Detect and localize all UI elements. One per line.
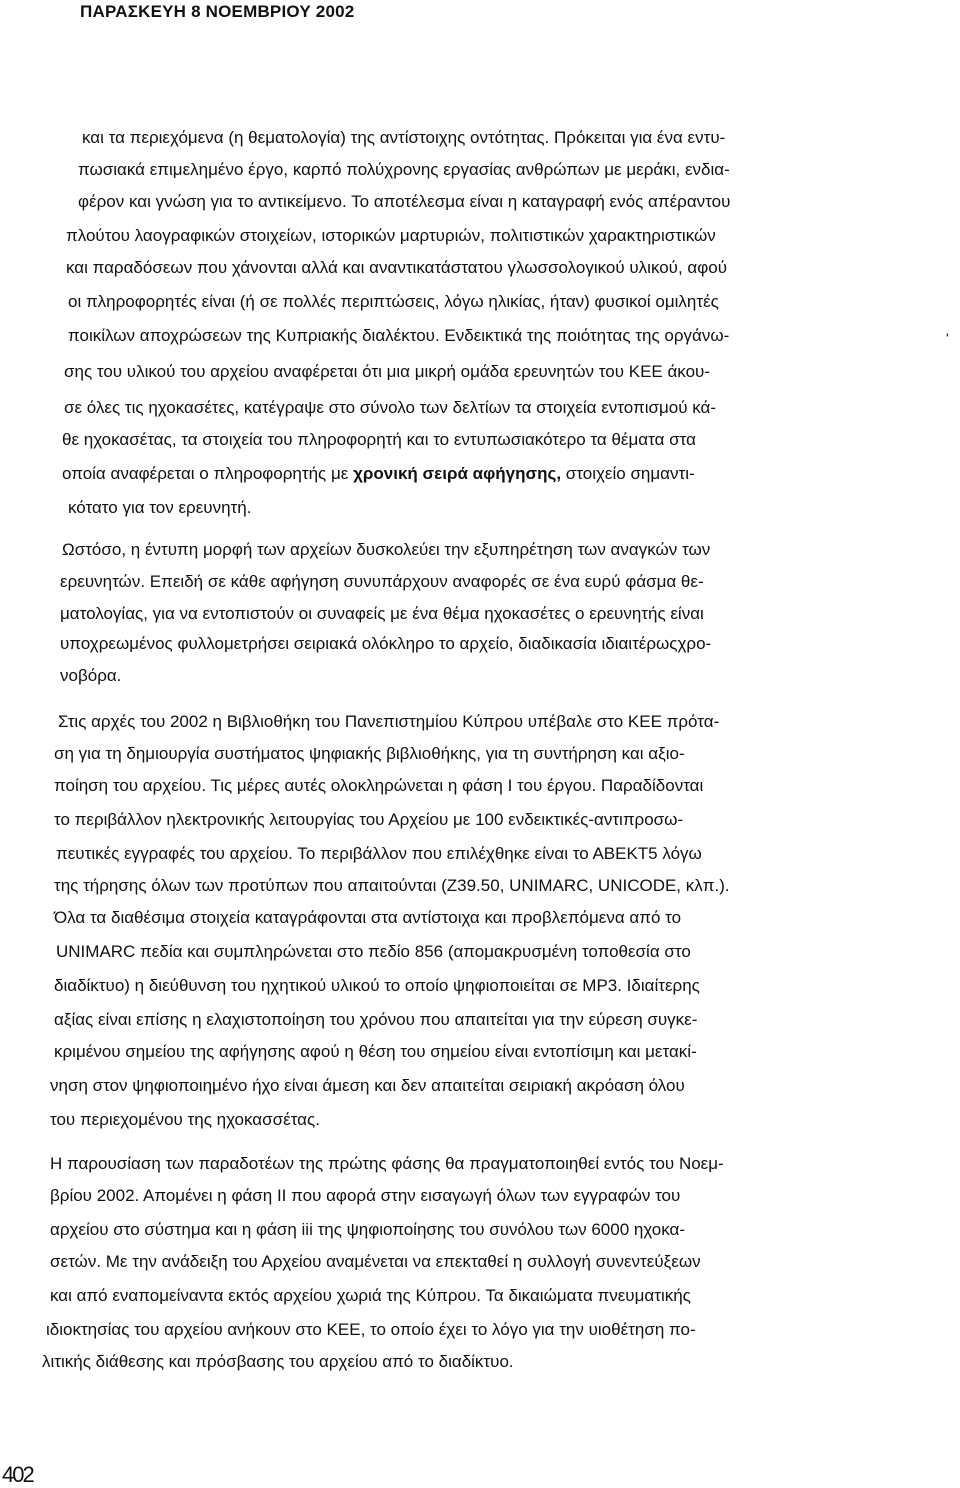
text-line: υποχρεωμένος φυλλομετρήσει σειριακά ολόκληρο το αρχείο, διαδικασία ιδιαιτέρωςχρο-	[60, 634, 712, 653]
text-line: αξίας είναι επίσης η ελαχιστοποίηση του χρόνου που απαιτείται για την εύρεση συγκε-	[54, 1010, 698, 1029]
text-line: και από εναπομείναντα εκτός αρχείου χωριά της Κύπρου. Τα δικαιώματα πνευματικής	[50, 1286, 691, 1305]
text-line: ση για τη δημιουργία συστήματος ψηφιακής βιβλιοθήκης, για τη συντήρηση και αξιο-	[54, 744, 685, 763]
text-line: ματολογίας, για να εντοπιστούν οι συναφείς με ένα θέμα ηχοκασέτες ο ερευνητής είναι	[60, 604, 704, 623]
text-line: αρχείου στο σύστημα και η φάση iii της ψηφιοποίησης του συνόλου των 6000 ηχοκα-	[50, 1220, 686, 1239]
text-line: πλούτου λαογραφικών στοιχείων, ιστορικών μαρτυριών, πολιτιστικών χαρακτηριστικών	[66, 226, 716, 245]
text-line: κριμένου σημείου της αφήγησης αφού η θέση του σημείου είναι εντοπίσιμη και μετακί-	[54, 1042, 697, 1061]
page-number: 402	[2, 1462, 33, 1487]
text-line: σε όλες τις ηχοκασέτες, κατέγραψε στο σύνολο των δελτίων τα στοιχεία εντοπισμού κά-	[64, 398, 717, 417]
text-line: πωσιακά επιμελημένο έργο, καρπό πολύχρονης εργασίας ανθρώπων με μεράκι, ενδια-	[78, 160, 730, 179]
text-line: βρίου 2002. Απομένει η φάση ΙΙ που αφορά στην εισαγωγή όλων των εγγραφών του	[50, 1186, 681, 1205]
text-line: διαδίκτυο) η διεύθυνση του ηχητικού υλικού το οποίο ψηφιοποιείται σε MP3. Ιδιαίτερης	[54, 976, 700, 995]
text-line: λιτικής διάθεσης και πρόσβασης του αρχείου από το διαδίκτυο.	[42, 1352, 514, 1371]
text-line: πευτικές εγγραφές του αρχείου. Το περιβάλλον που επιλέχθηκε είναι το ΑΒΕΚΤ5 λόγω	[56, 844, 702, 863]
text-line: UNIMARC πεδία και συμπληρώνεται στο πεδίο 856 (απομακρυσμένη τοποθεσία στο	[56, 942, 691, 961]
text-line: κότατο για τον ερευνητή.	[68, 498, 252, 517]
bold-emphasis: χρονική σειρά αφήγησης,	[353, 464, 562, 483]
text-line: Στις αρχές του 2002 η Βιβλιοθήκη του Πανεπιστημίου Κύπρου υπέβαλε στο ΚΕΕ πρότα-	[58, 712, 720, 731]
margin-mark: '	[946, 330, 949, 346]
running-header: ΠΑΡΑΣΚΕΥΗ 8 ΝΟΕΜΒΡΙΟΥ 2002	[80, 2, 355, 21]
text-line: οι πληροφορητές είναι (ή σε πολλές περιπτώσεις, λόγω ηλικίας, ήταν) φυσικοί ομιλητές	[68, 292, 719, 311]
text-line: το περιβάλλον ηλεκτρονικής λειτουργίας του Αρχείου με 100 ενδεικτικές-αντιπροσω-	[54, 810, 684, 829]
text-line: του περιεχομένου της ηχοκασσέτας.	[50, 1110, 320, 1129]
text-line: Η παρουσίαση των παραδοτέων της πρώτης φάσης θα πραγματοποιηθεί εντός του Νοεμ-	[50, 1154, 724, 1173]
text-line: ερευνητών. Επειδή σε κάθε αφήγηση συνυπάρχουν αναφορές σε ένα ευρύ φάσμα θε-	[60, 572, 704, 591]
text-line: σετών. Με την ανάδειξη του Αρχείου αναμένεται να επεκταθεί η συλλογή συνεντεύξεων	[50, 1252, 701, 1271]
text-line: ιδιοκτησίας του αρχείου ανήκουν στο ΚΕΕ, το οποίο έχει το λόγο για την υιοθέτηση πο-	[46, 1320, 696, 1339]
text-line: Όλα τα διαθέσιμα στοιχεία καταγράφονται στα αντίστοιχα και προβλεπόμενα από το	[54, 908, 682, 927]
text-line-with-emphasis	[62, 462, 695, 486]
text-segment: οποία αναφέρεται ο πληροφορητής με	[62, 464, 354, 483]
text-line: Ωστόσο, η έντυπη μορφή των αρχείων δυσκολεύει την εξυπηρέτηση των αναγκών των	[62, 540, 711, 559]
text-line: φέρον και γνώση για το αντικείμενο. Το αποτέλεσμα είναι η καταγραφή ενός απέραντου	[78, 192, 731, 211]
text-line: νοβόρα.	[60, 666, 122, 685]
text-segment: στοιχείο σημαντι-	[561, 464, 695, 483]
text-line: ποίηση του αρχείου. Τις μέρες αυτές ολοκληρώνεται η φάση Ι του έργου. Παραδίδονται	[54, 776, 704, 795]
text-line: νηση στον ψηφιοποιημένο ήχο είναι άμεση και δεν απαιτείται σειριακή ακρόαση όλου	[50, 1076, 685, 1095]
text-line: της τήρησης όλων των προτύπων που απαιτούνται (Z39.50, UNIMARC, UNICODE, κλπ.).	[54, 876, 730, 895]
text-line: θε ηχοκασέτας, τα στοιχεία του πληροφορητή και το εντυπωσιακότερο τα θέματα στα	[62, 430, 696, 449]
text-line: και τα περιεχόμενα (η θεματολογία) της αντίστοιχης οντότητας. Πρόκειται για ένα εντυ-	[82, 128, 726, 147]
text-line: σης του υλικού του αρχείου αναφέρεται ότι μια μικρή ομάδα ερευνητών του ΚΕΕ άκου-	[64, 362, 710, 381]
text-line: ποικίλων αποχρώσεων της Κυπριακής διαλέκτου. Ενδεικτικά της ποιότητας της οργάνω-	[68, 326, 730, 345]
text-line: και παραδόσεων που χάνονται αλλά και αναντικατάστατου γλωσσολογικού υλικού, αφού	[66, 258, 728, 277]
